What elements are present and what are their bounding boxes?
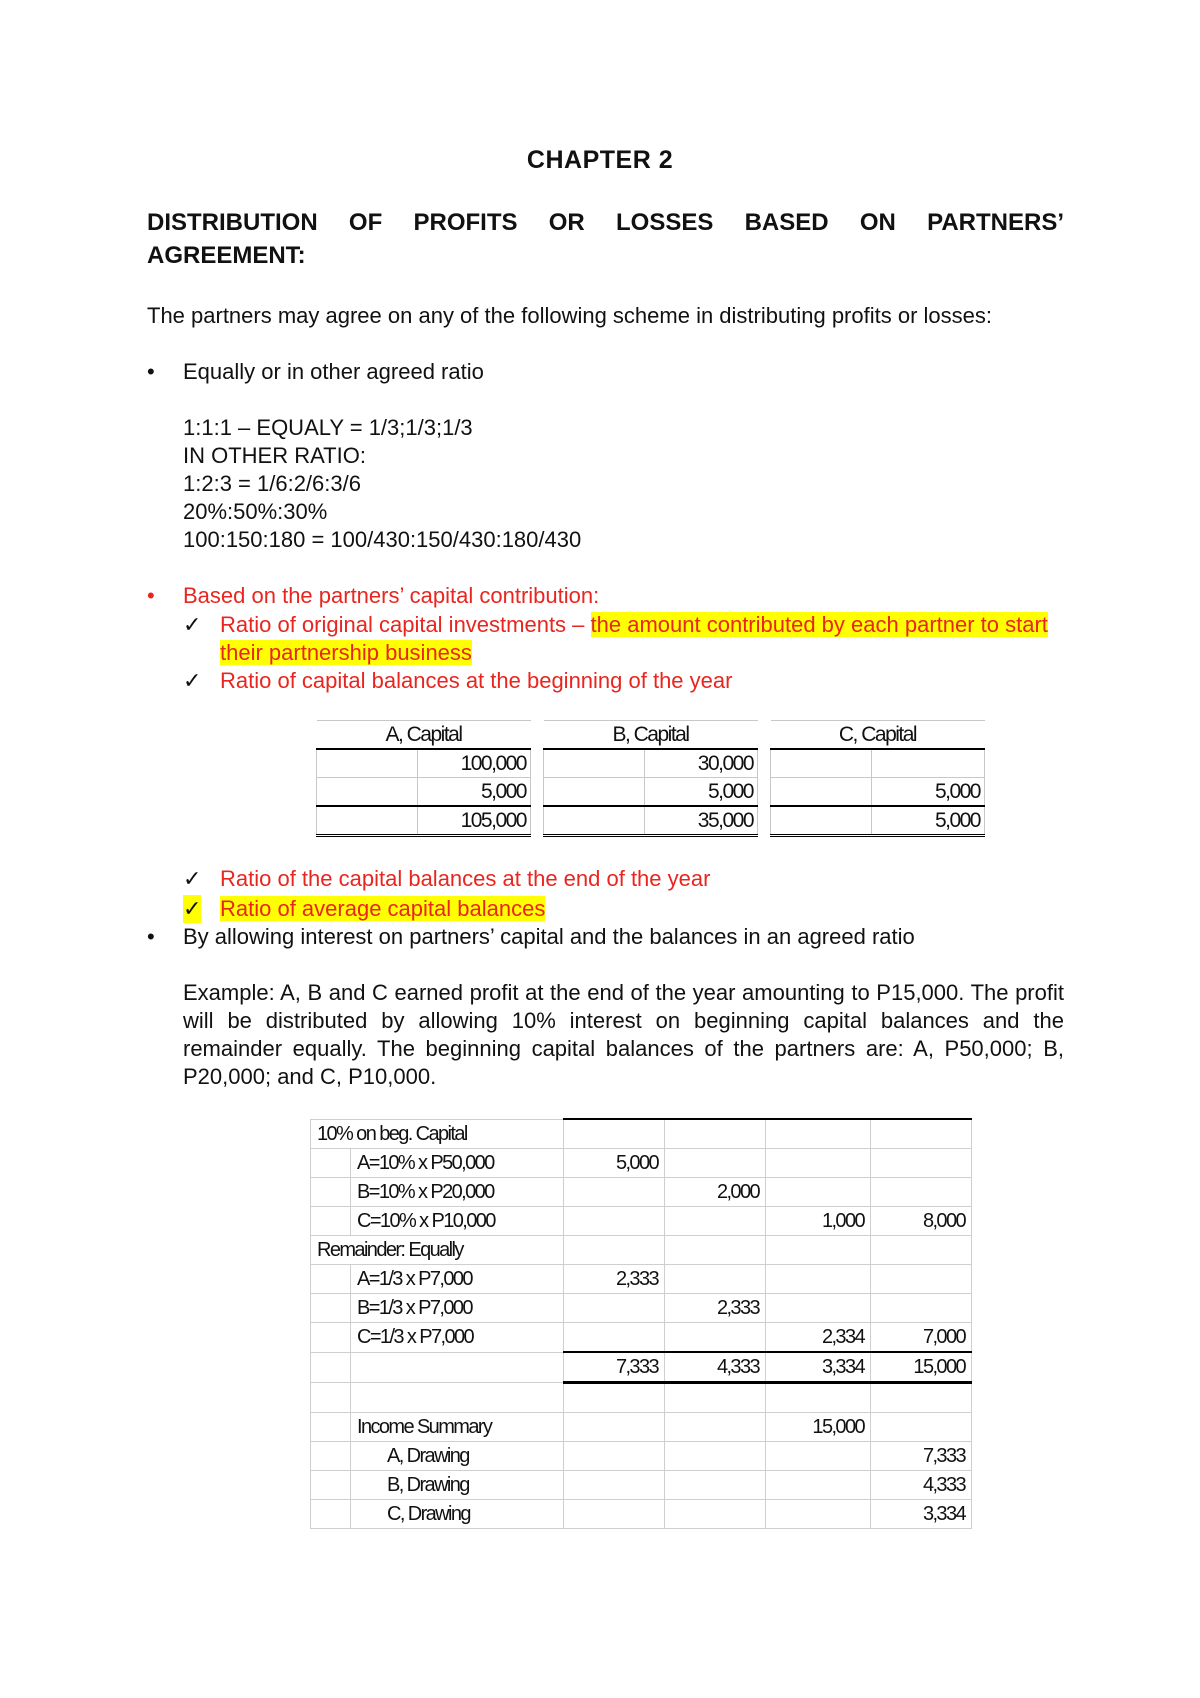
cell-total: 8,000 <box>871 1207 972 1236</box>
section-label: 10% on beg. Capital <box>311 1119 564 1149</box>
check-1-text-highlight: the amount contributed by each partner to start their partnership business <box>220 612 1048 665</box>
cell-a <box>564 1500 665 1529</box>
cell-total: 7,000 <box>871 1323 972 1353</box>
ratio-line-5: 100:150:180 = 100/430:150/430:180/430 <box>183 527 582 552</box>
check-4-text <box>220 895 1070 923</box>
c-capital-total: 5,000 <box>872 806 985 836</box>
a-capital-value: 100,000 <box>418 749 531 778</box>
bullet-3-text: By allowing interest on partners’ capital and the balances in an agreed ratio <box>183 924 915 949</box>
table-row <box>311 1149 972 1178</box>
ratio-line-4: 20%:50%:30% <box>183 499 328 524</box>
table-row <box>311 1323 972 1353</box>
row-label: C=10% x P10,000 <box>351 1207 564 1236</box>
cell-total <box>871 1265 972 1294</box>
table-row <box>311 1265 972 1294</box>
cell-b <box>665 1207 766 1236</box>
section-label: Remainder: Equally <box>311 1236 564 1265</box>
row-label: A, Drawing <box>351 1442 564 1471</box>
section-heading: DISTRIBUTION OF PROFITS OR LOSSES BASED ON PARTNERS’ AGREEMENT: <box>147 209 1064 269</box>
row-label: B=1/3 x P7,000 <box>351 1294 564 1323</box>
check-2-text: Ratio of capital balances at the beginning of the year <box>220 668 733 693</box>
cell-b <box>665 1323 766 1353</box>
table-row <box>311 1294 972 1323</box>
bullet-3-glyph: • <box>147 924 155 949</box>
c-capital-header: C, Capital <box>771 721 985 750</box>
totals-row <box>311 1352 972 1383</box>
cell-total: 3,334 <box>871 1500 972 1529</box>
cell-a <box>564 1178 665 1207</box>
cell-b <box>665 1442 766 1471</box>
row-label: A=10% x P50,000 <box>351 1149 564 1178</box>
row-label: C=1/3 x P7,000 <box>351 1323 564 1353</box>
table-row <box>317 806 985 836</box>
total-b: 4,333 <box>665 1352 766 1383</box>
cell-a <box>564 1323 665 1353</box>
row-label: C, Drawing <box>351 1500 564 1529</box>
check-icon: ✓ <box>183 668 202 693</box>
cell-b <box>665 1413 766 1442</box>
cell-a: 2,333 <box>564 1265 665 1294</box>
cell-total <box>871 1294 972 1323</box>
row-label: B, Drawing <box>351 1471 564 1500</box>
row-label: A=1/3 x P7,000 <box>351 1265 564 1294</box>
b-capital-value: 5,000 <box>645 778 758 807</box>
check-3-text: Ratio of the capital balances at the end of the year <box>220 866 711 891</box>
table-row <box>311 1119 972 1149</box>
check-icon: ✓ <box>183 866 202 891</box>
b-capital-header: B, Capital <box>544 721 758 750</box>
table-row <box>317 778 985 807</box>
c-capital-value: 5,000 <box>872 778 985 807</box>
bullet-2-text: Based on the partners’ capital contribution: <box>183 583 600 608</box>
cell-a <box>564 1294 665 1323</box>
example-paragraph: Example: A, B and C earned profit at the end of the year amounting to P15,000. The profit will be distributed by allowing 10% interest on beginning capital balances and the remainder equally. The beginning capital balances of the partners are: A, P50,000; B, P20,000; and C, P10,000. <box>183 980 1064 1089</box>
row-label: Income Summary <box>351 1413 564 1442</box>
cell-c <box>766 1294 871 1323</box>
ratio-line-3: 1:2:3 = 1/6:2/6:3/6 <box>183 471 361 496</box>
bullet-1-glyph: • <box>147 359 155 384</box>
total-c: 3,334 <box>766 1352 871 1383</box>
ratio-line-2: IN OTHER RATIO: <box>183 443 366 468</box>
cell-total: 4,333 <box>871 1471 972 1500</box>
cell-c <box>766 1471 871 1500</box>
cell-a <box>564 1413 665 1442</box>
cell-b: 2,000 <box>665 1178 766 1207</box>
bullet-2-glyph: • <box>147 583 155 608</box>
table-row <box>311 1236 972 1265</box>
row-label: B=10% x P20,000 <box>351 1178 564 1207</box>
cell-total: 7,333 <box>871 1442 972 1471</box>
cell-total <box>871 1149 972 1178</box>
check-4-text-highlight: Ratio of average capital balances <box>220 896 546 921</box>
cell-total <box>871 1413 972 1442</box>
check-1-text <box>220 611 1070 667</box>
cell-total <box>871 1178 972 1207</box>
ratio-line-1: 1:1:1 – EQUALY = 1/3;1/3;1/3 <box>183 415 473 440</box>
b-capital-value: 30,000 <box>645 749 758 778</box>
cell-b <box>665 1149 766 1178</box>
check-1-text-a: Ratio of original capital investments – <box>220 612 591 637</box>
check-icon: ✓ <box>183 612 202 637</box>
total-a: 7,333 <box>564 1352 665 1383</box>
cell-c: 15,000 <box>766 1413 871 1442</box>
cell-c <box>766 1149 871 1178</box>
a-capital-value: 5,000 <box>418 778 531 807</box>
a-capital-header: A, Capital <box>317 721 531 750</box>
cell-c <box>766 1442 871 1471</box>
table-row <box>311 1471 972 1500</box>
cell-a <box>564 1471 665 1500</box>
cell-b <box>665 1265 766 1294</box>
cell-c <box>766 1265 871 1294</box>
cell-a: 5,000 <box>564 1149 665 1178</box>
table-row <box>311 1207 972 1236</box>
a-capital-total: 105,000 <box>418 806 531 836</box>
intro-paragraph: The partners may agree on any of the following scheme in distributing profits or losses: <box>147 303 992 328</box>
table-row <box>311 1413 972 1442</box>
cell-b <box>665 1500 766 1529</box>
bullet-1-text: Equally or in other agreed ratio <box>183 359 484 384</box>
cell-b: 2,333 <box>665 1294 766 1323</box>
table-row <box>311 1500 972 1529</box>
capital-table <box>316 720 985 837</box>
cell-c: 2,334 <box>766 1323 871 1353</box>
cell-a <box>564 1207 665 1236</box>
grand-total: 15,000 <box>871 1352 972 1383</box>
table-row <box>317 749 985 778</box>
table-row <box>311 1442 972 1471</box>
table-row <box>311 1383 972 1413</box>
distribution-table <box>310 1118 972 1529</box>
c-capital-value <box>872 749 985 778</box>
chapter-title: CHAPTER 2 <box>526 146 674 174</box>
capital-table-header-row <box>317 721 985 750</box>
check-icon: ✓ <box>183 896 202 921</box>
cell-c <box>766 1178 871 1207</box>
cell-b <box>665 1471 766 1500</box>
b-capital-total: 35,000 <box>645 806 758 836</box>
cell-c: 1,000 <box>766 1207 871 1236</box>
cell-c <box>766 1500 871 1529</box>
table-row <box>311 1178 972 1207</box>
cell-a <box>564 1442 665 1471</box>
